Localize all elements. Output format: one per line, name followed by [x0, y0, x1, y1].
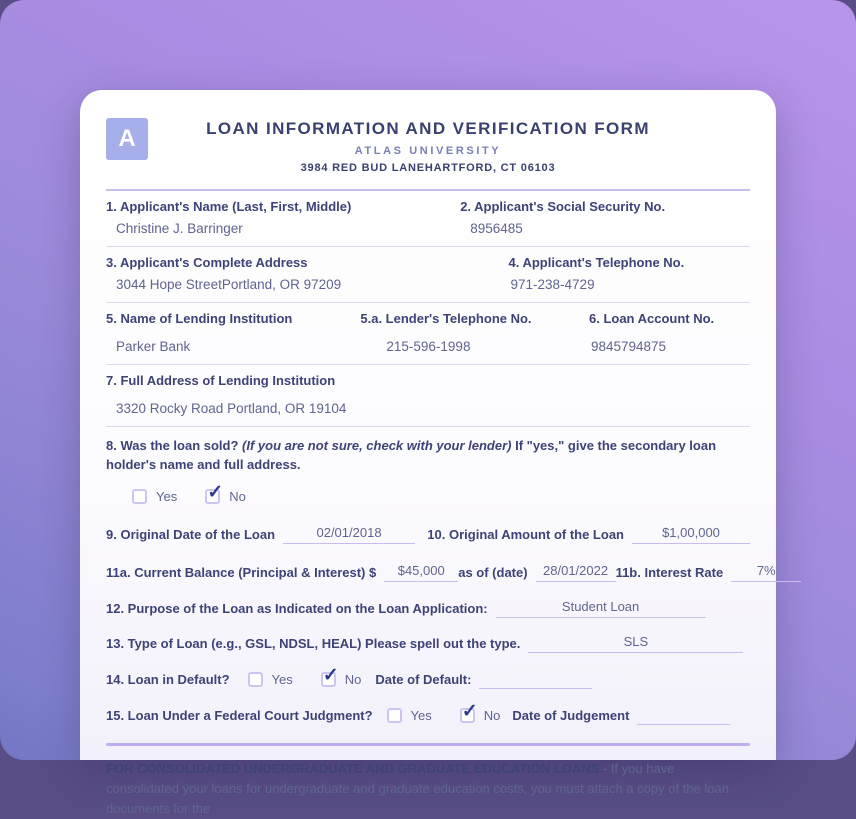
form-titles — [106, 116, 750, 174]
field-6 — [589, 311, 750, 354]
field-15-label: 15. Loan Under a Federal Court Judgment? — [106, 707, 373, 723]
row-9-10 — [106, 525, 750, 544]
field-10-label: 10. Original Amount of the Loan — [427, 526, 624, 542]
field-5a-value: 215-596-1998 — [386, 339, 471, 354]
row-15 — [106, 706, 750, 725]
row-13 — [106, 634, 750, 653]
field-1 — [106, 199, 460, 236]
field-11b-value: 7% — [756, 562, 776, 578]
field-8-yes-label: Yes — [156, 488, 178, 504]
field-8 — [106, 427, 750, 504]
field-12-value: Student Loan — [561, 598, 640, 614]
field-8-label: 8. Was the loan sold? (If you are not sure, check with your lender) If "yes," give the secondary loan holder's name and full address. — [106, 438, 717, 472]
field-4-value: 971-238-4729 — [510, 277, 595, 292]
field-5-label: 5. Name of Lending Institution — [106, 311, 293, 326]
loan-form-card — [80, 90, 776, 816]
field-9-label: 9. Original Date of the Loan — [106, 526, 276, 542]
field-7-label: 7. Full Address of Lending Institution — [106, 373, 336, 388]
field-10-value: $1,00,000 — [662, 524, 720, 540]
field-8-label-italic: (If you are not sure, check with your lender) — [242, 438, 512, 453]
university-logo: A — [106, 118, 148, 160]
university-name: ATLAS UNIVERSITY — [354, 145, 502, 157]
field-11a-asof-input[interactable] — [536, 563, 616, 582]
field-4 — [509, 255, 751, 292]
consolidated-loans-note-heading: FOR CONSOLIDATED UNDERGRADUATE AND GRADUATE EDUCATION LOANS — [106, 760, 600, 776]
field-5 — [106, 311, 360, 354]
field-3-label: 3. Applicant's Complete Address — [106, 255, 308, 270]
field-5a-label: 5.a. Lender's Telephone No. — [360, 311, 532, 326]
field-13-input[interactable] — [528, 634, 743, 653]
field-7 — [106, 373, 750, 416]
field-1-value: Christine J. Barringer — [116, 221, 243, 236]
consolidated-loans-note-body: - If you have consolidated your loans for undergraduate and graduate education costs, you must attach a copy of the loan documents for the — [106, 760, 729, 816]
field-15-date-label: Date of Judgement — [512, 707, 630, 723]
row-lender-info — [106, 303, 750, 365]
form-title: LOAN INFORMATION AND VERIFICATION FORM — [206, 119, 650, 138]
field-2-label: 2. Applicant's Social Security No. — [460, 199, 666, 214]
field-11a-label: 11a. Current Balance (Principal & Interest) $ — [106, 564, 377, 580]
field-15-no-checkbox[interactable] — [460, 708, 475, 723]
field-10-input[interactable] — [632, 525, 750, 544]
field-14-label: 14. Loan in Default? — [106, 671, 230, 687]
field-14-no-checkbox[interactable] — [321, 672, 336, 687]
field-8-options — [132, 489, 750, 504]
field-15-yes-checkbox[interactable] — [387, 708, 402, 723]
field-11a-value: $45,000 — [397, 562, 445, 578]
field-12-label: 12. Purpose of the Loan as Indicated on the Loan Application: — [106, 600, 488, 616]
consolidated-loans-note — [106, 759, 750, 819]
field-7-value: 3320 Rocky Road Portland, OR 19104 — [116, 401, 347, 416]
field-14-yes-label: Yes — [271, 671, 293, 687]
field-2-value: 8956485 — [470, 221, 523, 236]
field-9-input[interactable] — [283, 525, 415, 544]
field-11a-asof-label: as of (date) — [458, 564, 528, 580]
field-4-label: 4. Applicant's Telephone No. — [508, 255, 685, 270]
field-14-date-label: Date of Default: — [375, 671, 472, 687]
field-5-value: Parker Bank — [116, 339, 191, 354]
university-address: 3984 RED BUD LANEHARTFORD, CT 06103 — [300, 162, 556, 174]
row-11 — [106, 562, 776, 582]
field-12-input[interactable] — [496, 599, 706, 618]
field-11a-input[interactable] — [384, 563, 458, 582]
field-11b-label: 11b. Interest Rate — [615, 564, 724, 580]
field-13-value: SLS — [623, 633, 649, 649]
field-14-date-input[interactable] — [479, 670, 592, 689]
field-14-no-label: No — [344, 671, 362, 687]
field-8-no-checkbox[interactable] — [205, 489, 220, 504]
field-13-label: 13. Type of Loan (e.g., GSL, NDSL, HEAL) Please spell out the type. — [106, 635, 521, 651]
form-header — [106, 116, 750, 174]
field-3 — [106, 255, 509, 292]
row-applicant-name-ssn — [106, 191, 750, 247]
field-3-value: 3044 Hope StreetPortland, OR 97209 — [116, 277, 342, 292]
field-1-label: 1. Applicant's Name (Last, First, Middle) — [106, 199, 352, 214]
field-6-value: 9845794875 — [590, 339, 667, 354]
field-15-date-input[interactable] — [637, 706, 730, 725]
field-15-yes-label: Yes — [410, 707, 432, 723]
row-lender-address — [106, 365, 750, 427]
field-6-label: 6. Loan Account No. — [588, 311, 715, 326]
field-8-no-label: No — [229, 488, 246, 504]
field-14-yes-checkbox[interactable] — [248, 672, 263, 687]
field-9-value: 02/01/2018 — [316, 524, 382, 540]
field-2 — [460, 199, 750, 236]
field-11a-asof-value: 28/01/2022 — [543, 562, 609, 578]
row-address-phone — [106, 247, 750, 303]
row-12 — [106, 599, 750, 618]
field-5a — [360, 311, 589, 354]
field-8-yes-checkbox[interactable] — [132, 489, 147, 504]
row-14 — [106, 670, 750, 689]
field-15-no-label: No — [483, 707, 501, 723]
section-divider — [106, 743, 750, 746]
field-11b-input[interactable] — [731, 563, 801, 582]
